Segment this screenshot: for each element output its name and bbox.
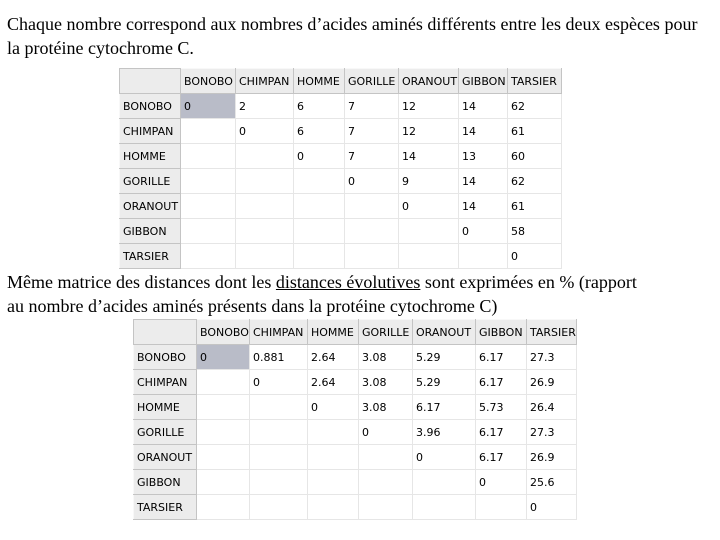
matrix-cell [294,169,345,194]
table-row [134,370,577,395]
row-header: TARSIER [120,244,181,269]
column-header: GIBBON [459,69,508,94]
matrix-cell: 6 [294,119,345,144]
matrix-cell [359,445,413,470]
matrix-cell: 6.17 [476,445,527,470]
matrix-cell: 6 [294,94,345,119]
matrix-cell: 14 [399,144,459,169]
matrix-cell: 2.64 [308,370,359,395]
matrix-cell: 0 [181,94,236,119]
table-row [134,445,577,470]
matrix-cell [236,144,294,169]
matrix-cell: 7 [345,119,399,144]
matrix-cell: 14 [459,119,508,144]
table-row [120,144,562,169]
matrix-cell [345,244,399,269]
row-header: GORILLE [134,420,197,445]
matrix-cell [197,445,250,470]
matrix-cell [181,169,236,194]
underlined-term: distances évolutives [275,272,421,292]
column-header: BONOBO [181,69,236,94]
column-header: ORANOUT [413,320,476,345]
column-header: GORILLE [345,69,399,94]
matrix-cell: 14 [459,94,508,119]
matrix-cell: 0 [345,169,399,194]
matrix-cell: 0 [359,420,413,445]
row-header: CHIMPAN [134,370,197,395]
matrix-cell: 12 [399,119,459,144]
table-row [134,495,577,520]
matrix-cell: 3.08 [359,395,413,420]
table-row [134,420,577,445]
matrix-cell: 26.9 [527,445,577,470]
matrix-cell: 62 [508,169,562,194]
matrix-cell: 7 [345,144,399,169]
matrix-cell: 0 [527,495,577,520]
matrix-cell: 3.96 [413,420,476,445]
matrix-cell: 0 [459,219,508,244]
corner-cell [134,320,197,345]
matrix-cell: 2.64 [308,345,359,370]
matrix-cell [413,470,476,495]
evolutionary-distance-matrix [133,319,577,520]
matrix-cell [250,445,308,470]
matrix-cell [236,244,294,269]
matrix-cell: 6.17 [476,420,527,445]
intro-paragraph: Chaque nombre correspond aux nombres d’acides aminés différents entre les deux espèces pour la protéine cytochrome C. [7,14,698,58]
matrix-cell [308,445,359,470]
row-header: GIBBON [120,219,181,244]
matrix-cell [345,219,399,244]
matrix-cell: 5.29 [413,370,476,395]
matrix-cell [359,495,413,520]
matrix-cell [459,244,508,269]
matrix-cell: 26.9 [527,370,577,395]
matrix-cell [181,219,236,244]
paragraph-text-end: sont exprimées en % (rapport [420,272,637,292]
matrix-cell: 25.6 [527,470,577,495]
matrix-cell: 61 [508,119,562,144]
matrix-cell: 0 [308,395,359,420]
matrix-cell: 62 [508,94,562,119]
column-header: TARSIER [508,69,562,94]
row-header: GIBBON [134,470,197,495]
matrix-cell: 9 [399,169,459,194]
matrix-cell [476,495,527,520]
matrix-cell [308,495,359,520]
matrix-cell: 0 [236,119,294,144]
matrix-cell [197,470,250,495]
matrix-cell: 3.08 [359,345,413,370]
matrix-cell: 0 [413,445,476,470]
table-row [120,94,562,119]
column-header: ORANOUT [399,69,459,94]
header-row [134,320,577,345]
matrix-cell [359,470,413,495]
matrix-cell [181,119,236,144]
matrix-cell: 26.4 [527,395,577,420]
matrix-cell [236,194,294,219]
matrix-cell [250,395,308,420]
matrix-cell: 14 [459,169,508,194]
matrix-cell [197,370,250,395]
matrix-cell [197,495,250,520]
table-row [120,219,562,244]
matrix-cell: 0 [250,370,308,395]
matrix-cell [308,420,359,445]
corner-cell [120,69,181,94]
matrix-cell [250,470,308,495]
matrix-cell: 0 [476,470,527,495]
matrix-cell: 0 [197,345,250,370]
matrix-cell: 3.08 [359,370,413,395]
table-row [120,194,562,219]
row-header: CHIMPAN [120,119,181,144]
table-row [120,169,562,194]
column-header: BONOBO [197,320,250,345]
matrix-cell [294,244,345,269]
column-header: GORILLE [359,320,413,345]
row-header: HOMME [134,395,197,420]
row-header: HOMME [120,144,181,169]
paragraph-text-start: Même matrice des distances dont les [7,272,276,292]
row-header: BONOBO [120,94,181,119]
matrix-cell: 61 [508,194,562,219]
column-header: GIBBON [476,320,527,345]
matrix-cell: 0 [508,244,562,269]
matrix-cell: 58 [508,219,562,244]
table-row [134,470,577,495]
matrix-cell: 6.17 [476,370,527,395]
matrix-cell [236,219,294,244]
matrix-cell: 12 [399,94,459,119]
matrix-cell [197,420,250,445]
matrix-cell: 0 [294,144,345,169]
row-header: ORANOUT [120,194,181,219]
column-header: HOMME [294,69,345,94]
matrix-cell [236,169,294,194]
matrix-cell [181,244,236,269]
header-row [120,69,562,94]
matrix-cell: 13 [459,144,508,169]
column-header: TARSIER [527,320,577,345]
matrix-cell: 60 [508,144,562,169]
table-row [134,395,577,420]
amino-acid-difference-matrix [119,68,562,269]
matrix-cell: 5.29 [413,345,476,370]
matrix-cell [345,194,399,219]
matrix-cell: 6.17 [476,345,527,370]
matrix-cell: 0.881 [250,345,308,370]
row-header: BONOBO [134,345,197,370]
matrix-cell [308,470,359,495]
matrix-cell [181,144,236,169]
paragraph-second-line: au nombre d’acides aminés présents dans la protéine cytochrome C) [7,296,498,316]
matrix-cell: 27.3 [527,345,577,370]
matrix-cell [413,495,476,520]
table-row [120,244,562,269]
second-paragraph [7,270,715,318]
column-header: CHIMPAN [250,320,308,345]
table-row [134,345,577,370]
matrix-cell: 2 [236,94,294,119]
matrix-cell [294,194,345,219]
matrix-cell [399,244,459,269]
matrix-cell: 7 [345,94,399,119]
matrix-cell [250,420,308,445]
matrix-cell [181,194,236,219]
matrix-cell: 5.73 [476,395,527,420]
matrix-cell [399,219,459,244]
matrix-cell [197,395,250,420]
table-row [120,119,562,144]
matrix-cell: 0 [399,194,459,219]
matrix-cell [294,219,345,244]
column-header: HOMME [308,320,359,345]
row-header: GORILLE [120,169,181,194]
row-header: TARSIER [134,495,197,520]
matrix-cell: 27.3 [527,420,577,445]
row-header: ORANOUT [134,445,197,470]
column-header: CHIMPAN [236,69,294,94]
matrix-cell: 6.17 [413,395,476,420]
matrix-cell: 14 [459,194,508,219]
matrix-cell [250,495,308,520]
